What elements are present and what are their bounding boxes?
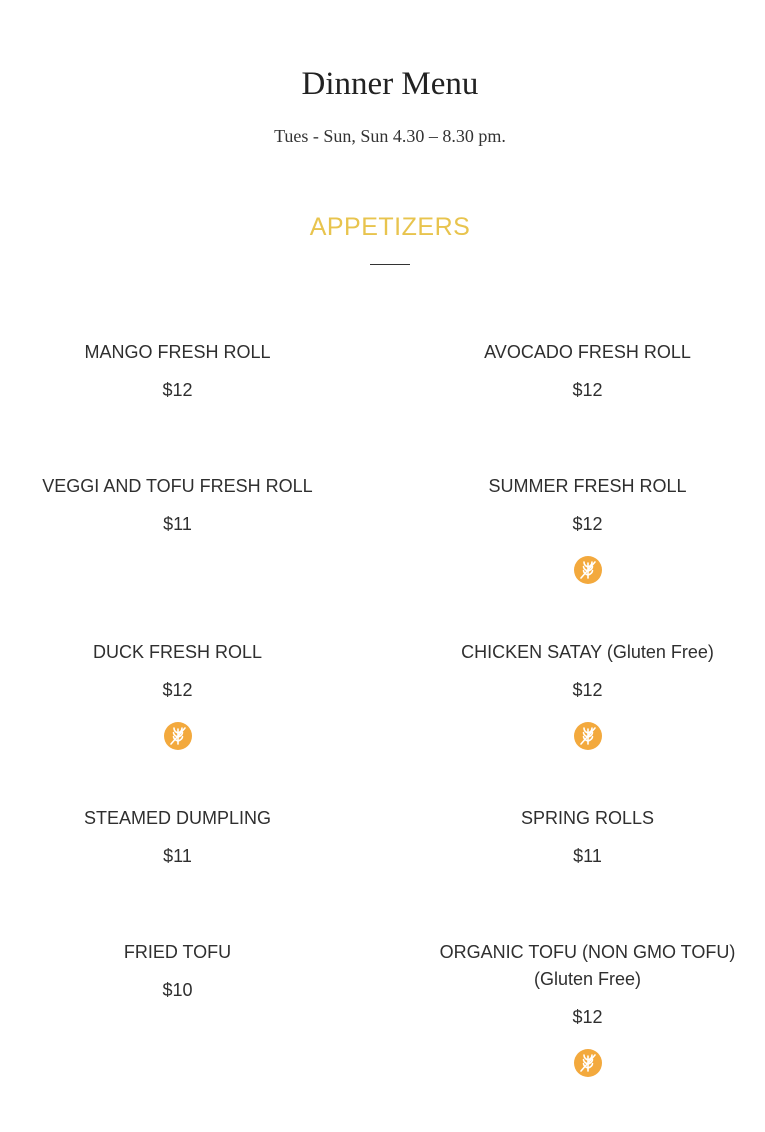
item-name: MANGO FRESH ROLL <box>84 342 271 362</box>
item-price: $12 <box>162 380 193 400</box>
item-name: SPRING ROLLS <box>520 808 655 828</box>
item-price: $10 <box>162 980 193 1000</box>
item-price: $11 <box>573 846 602 866</box>
menu-item-avocado-fresh-roll <box>410 339 765 402</box>
gluten-free-icon <box>164 722 192 750</box>
menu-item-spring-rolls <box>410 805 765 868</box>
item-price: $11 <box>163 514 192 534</box>
item-name: VEGGI AND TOFU FRESH ROLL <box>42 476 313 496</box>
item-price: $12 <box>572 1007 603 1027</box>
gluten-free-icon <box>574 556 602 584</box>
menu-item-summer-fresh-roll <box>410 473 765 584</box>
item-name: DUCK FRESH ROLL <box>92 642 263 662</box>
gluten-free-icon <box>574 1049 602 1077</box>
item-price: $12 <box>572 514 603 534</box>
menu-item-steamed-dumpling <box>0 805 355 868</box>
item-price: $12 <box>572 380 603 400</box>
menu-item-veggi-tofu-fresh-roll <box>0 473 355 536</box>
menu-item-fried-tofu <box>0 939 355 1002</box>
section-divider <box>370 264 410 265</box>
item-name: SUMMER FRESH ROLL <box>488 476 687 496</box>
item-price: $12 <box>162 680 193 700</box>
menu-item-mango-fresh-roll <box>0 339 355 402</box>
item-name: ORGANIC TOFU (NON GMO TOFU) (Gluten Free) <box>439 942 736 989</box>
item-name: AVOCADO FRESH ROLL <box>484 342 691 362</box>
menu-item-duck-fresh-roll <box>0 639 355 750</box>
hours-text: Tues - Sun, Sun 4.30 – 8.30 pm. <box>274 126 506 146</box>
item-name: STEAMED DUMPLING <box>83 808 272 828</box>
item-price: $12 <box>572 680 603 700</box>
section-title-appetizers: APPETIZERS <box>309 213 471 241</box>
item-name: FRIED TOFU <box>123 942 232 962</box>
item-name: CHICKEN SATAY (Gluten Free) <box>461 642 714 662</box>
page-title: Dinner Menu <box>301 66 479 102</box>
menu-item-chicken-satay <box>410 639 765 750</box>
menu-item-organic-tofu <box>420 939 755 1077</box>
gluten-free-icon <box>574 722 602 750</box>
item-price: $11 <box>163 846 192 866</box>
